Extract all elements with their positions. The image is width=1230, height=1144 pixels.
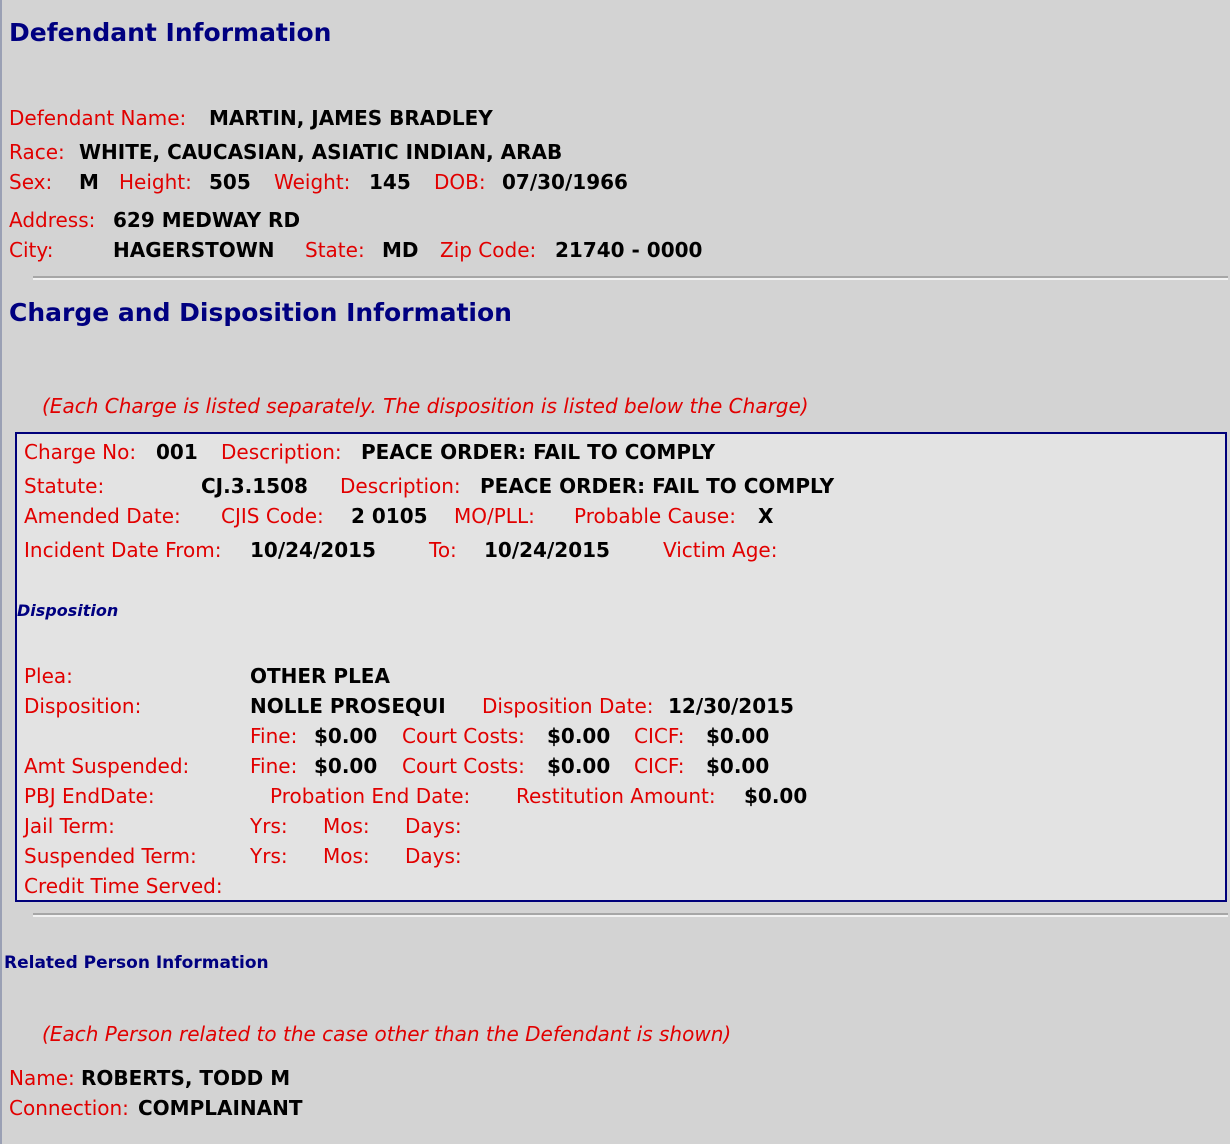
zip-value: 21740 - 0000 [555, 238, 703, 262]
disposition-date-label: Disposition Date: [482, 694, 654, 718]
related-note: (Each Person related to the case other than the Defendant is shown) [42, 1022, 732, 1046]
restitution-amount-value: $0.00 [744, 784, 808, 808]
defendant-name-label: Defendant Name: [9, 106, 187, 130]
dob-value: 07/30/1966 [502, 170, 628, 194]
dob-label: DOB: [434, 170, 486, 194]
charge-no-label: Charge No: [24, 440, 137, 464]
address-label: Address: [9, 208, 96, 232]
victim-age-label: Victim Age: [663, 538, 778, 562]
charge-description-value: PEACE ORDER: FAIL TO COMPLY [361, 440, 716, 464]
sex-label: Sex: [9, 170, 53, 194]
probable-cause-value: X [758, 504, 774, 528]
height-value: 505 [209, 170, 251, 194]
jail-mos-label: Mos: [323, 814, 370, 838]
disposition-value: NOLLE PROSEQUI [250, 694, 446, 718]
incident-to-label: To: [429, 538, 457, 562]
charge-heading: Charge and Disposition Information [9, 298, 512, 327]
suspended-days-label: Days: [405, 844, 462, 868]
related-name-label: Name: [9, 1066, 75, 1090]
charge-note: (Each Charge is listed separately. The disposition is listed below the Charge) [42, 394, 809, 418]
cicf-value: $0.00 [706, 724, 770, 748]
race-label: Race: [9, 140, 65, 164]
incident-from-label: Incident Date From: [24, 538, 222, 562]
incident-from-value: 10/24/2015 [250, 538, 376, 562]
race-value: WHITE, CAUCASIAN, ASIATIC INDIAN, ARAB [79, 140, 563, 164]
charge-box [15, 432, 1227, 902]
connection-value: COMPLAINANT [138, 1096, 303, 1120]
related-name-value: ROBERTS, TODD M [81, 1066, 291, 1090]
suspended-court-costs-label: Court Costs: [402, 754, 525, 778]
statute-label: Statute: [24, 474, 105, 498]
statute-description-value: PEACE ORDER: FAIL TO COMPLY [480, 474, 835, 498]
city-label: City: [9, 238, 54, 262]
jail-term-label: Jail Term: [24, 814, 115, 838]
disposition-date-value: 12/30/2015 [668, 694, 794, 718]
suspended-court-costs-value: $0.00 [547, 754, 611, 778]
amended-date-label: Amended Date: [24, 504, 181, 528]
state-label: State: [305, 238, 365, 262]
zip-label: Zip Code: [440, 238, 537, 262]
related-heading: Related Person Information [4, 953, 269, 973]
mo-pll-label: MO/PLL: [454, 504, 535, 528]
statute-description-label: Description: [340, 474, 461, 498]
cjis-code-value: 2 0105 [351, 504, 428, 528]
plea-value: OTHER PLEA [250, 664, 390, 688]
disposition-label: Disposition: [24, 694, 142, 718]
statute-value: CJ.3.1508 [201, 474, 308, 498]
court-costs-value: $0.00 [547, 724, 611, 748]
plea-label: Plea: [24, 664, 73, 688]
address-value: 629 MEDWAY RD [113, 208, 301, 232]
divider [33, 913, 1228, 917]
fine-value: $0.00 [314, 724, 378, 748]
charge-description-label: Description: [221, 440, 342, 464]
disposition-heading: Disposition [17, 601, 119, 620]
cjis-code-label: CJIS Code: [221, 504, 324, 528]
suspended-fine-label: Fine: [250, 754, 298, 778]
cicf-label: CICF: [634, 724, 685, 748]
court-costs-label: Court Costs: [402, 724, 525, 748]
suspended-mos-label: Mos: [323, 844, 370, 868]
charge-no-value: 001 [156, 440, 198, 464]
credit-time-served-label: Credit Time Served: [24, 874, 223, 898]
pbj-end-date-label: PBJ EndDate: [24, 784, 155, 808]
jail-yrs-label: Yrs: [250, 814, 288, 838]
suspended-cicf-value: $0.00 [706, 754, 770, 778]
restitution-amount-label: Restitution Amount: [516, 784, 716, 808]
weight-value: 145 [369, 170, 411, 194]
jail-days-label: Days: [405, 814, 462, 838]
city-value: HAGERSTOWN [113, 238, 275, 262]
probation-end-date-label: Probation End Date: [270, 784, 471, 808]
amt-suspended-label: Amt Suspended: [24, 754, 190, 778]
divider [33, 276, 1228, 280]
incident-to-value: 10/24/2015 [484, 538, 610, 562]
fine-label: Fine: [250, 724, 298, 748]
defendant-heading: Defendant Information [9, 18, 332, 47]
suspended-yrs-label: Yrs: [250, 844, 288, 868]
state-value: MD [382, 238, 419, 262]
height-label: Height: [119, 170, 192, 194]
suspended-cicf-label: CICF: [634, 754, 685, 778]
defendant-name: MARTIN, JAMES BRADLEY [209, 106, 493, 130]
weight-label: Weight: [274, 170, 351, 194]
sex-value: M [79, 170, 99, 194]
probable-cause-label: Probable Cause: [574, 504, 736, 528]
connection-label: Connection: [9, 1096, 129, 1120]
suspended-term-label: Suspended Term: [24, 844, 197, 868]
suspended-fine-value: $0.00 [314, 754, 378, 778]
